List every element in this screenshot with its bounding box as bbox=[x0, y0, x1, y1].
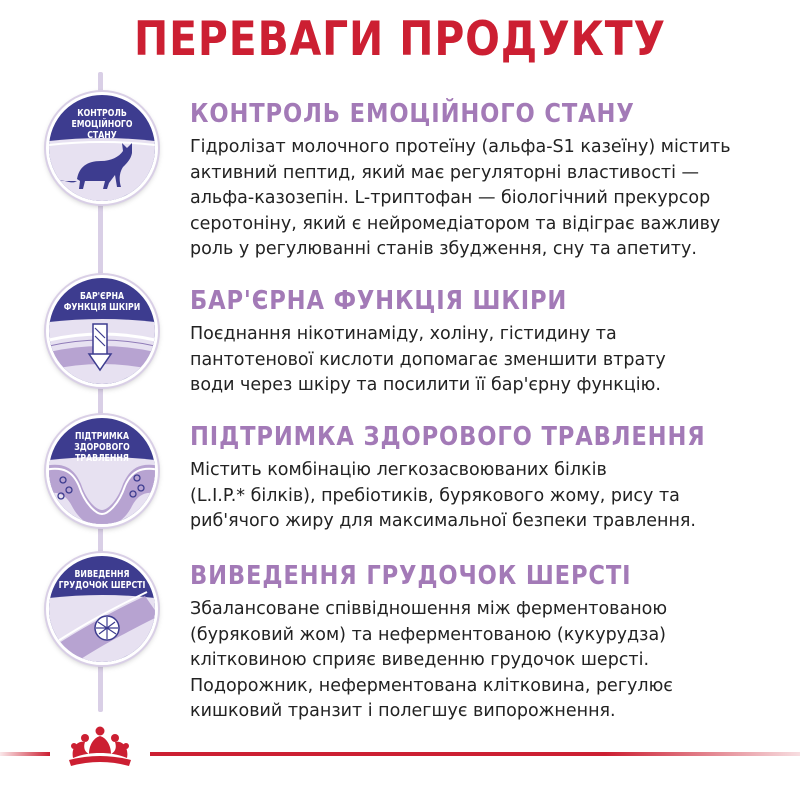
body-line: Гідролізат молочного протеїну (альфа-S1 казеїну) містить bbox=[190, 137, 731, 157]
section-heading: КОНТРОЛЬ ЕМОЦІЙНОГО СТАНУ bbox=[190, 99, 635, 129]
body-line: кишковий транзит і полегшує випорожнення. bbox=[190, 701, 616, 721]
badge-label: БАР'ЄРНА ФУНКЦІЯ ШКІРИ bbox=[63, 291, 141, 313]
body-line: Подорожник, неферментована клітковина, регулює bbox=[190, 675, 673, 696]
body-line: (L.I.P.* білків), пребіотиків, бурякового жому, рису та bbox=[190, 485, 680, 506]
badge-hairball bbox=[46, 553, 158, 665]
footer-divider-left bbox=[0, 752, 50, 756]
section-body bbox=[190, 458, 780, 535]
badge-label: ВИВЕДЕННЯ ГРУДОЧОК ШЕРСТІ bbox=[58, 569, 146, 591]
section-body bbox=[190, 135, 780, 263]
badge-emotional-control bbox=[46, 92, 158, 204]
section-heading: БАР'ЄРНА ФУНКЦІЯ ШКІРИ bbox=[190, 286, 568, 316]
section-body bbox=[190, 322, 780, 399]
badge-label: КОНТРОЛЬ ЕМОЦІЙНОГО СТАНУ bbox=[71, 108, 133, 141]
badge-skin-barrier bbox=[46, 275, 158, 387]
body-line: пантотенової кислоти допомагає зменшити втрату bbox=[190, 349, 666, 370]
body-line: альфа-казозепін. L-триптофан — біологічний прекурсор bbox=[190, 188, 711, 208]
body-line: серотоніну, який є нейромедіатором та відіграє важливу bbox=[190, 213, 721, 234]
body-line: роль у регулюванні станів збудження, сну та апетиту. bbox=[190, 239, 697, 259]
royal-canin-crown-logo bbox=[55, 722, 145, 772]
body-line: (буряковий жом) та неферментованою (кукурудза) bbox=[190, 624, 666, 645]
body-line: Поєднання нікотинаміду, холіну, гістидину та bbox=[190, 324, 617, 344]
badge-digestion bbox=[46, 415, 158, 527]
body-line: Містить комбінацію легкозасвоюваних білків bbox=[190, 460, 607, 480]
section-heading: ПІДТРИМКА ЗДОРОВОГО ТРАВЛЕННЯ bbox=[190, 422, 706, 452]
section-body bbox=[190, 597, 780, 725]
page-title: ПЕРЕВАГИ ПРОДУКТУ bbox=[134, 12, 666, 67]
footer-divider bbox=[150, 752, 800, 756]
body-line: риб'ячого жиру для максимальної безпеки травлення. bbox=[190, 511, 696, 531]
body-line: Збалансоване співвідношення між ферментованою bbox=[190, 599, 668, 619]
body-line: активний пептид, який має регуляторні властивості — bbox=[190, 162, 700, 183]
section-heading: ВИВЕДЕННЯ ГРУДОЧОК ШЕРСТІ bbox=[190, 561, 632, 591]
badge-label: ПІДТРИМКА ЗДОРОВОГО ТРАВЛЕННЯ bbox=[74, 431, 130, 464]
body-line: клітковиною сприяє виведенню грудочок шерсті. bbox=[190, 650, 650, 670]
body-line: води через шкіру та посилити її бар'єрну функцію. bbox=[190, 375, 661, 395]
